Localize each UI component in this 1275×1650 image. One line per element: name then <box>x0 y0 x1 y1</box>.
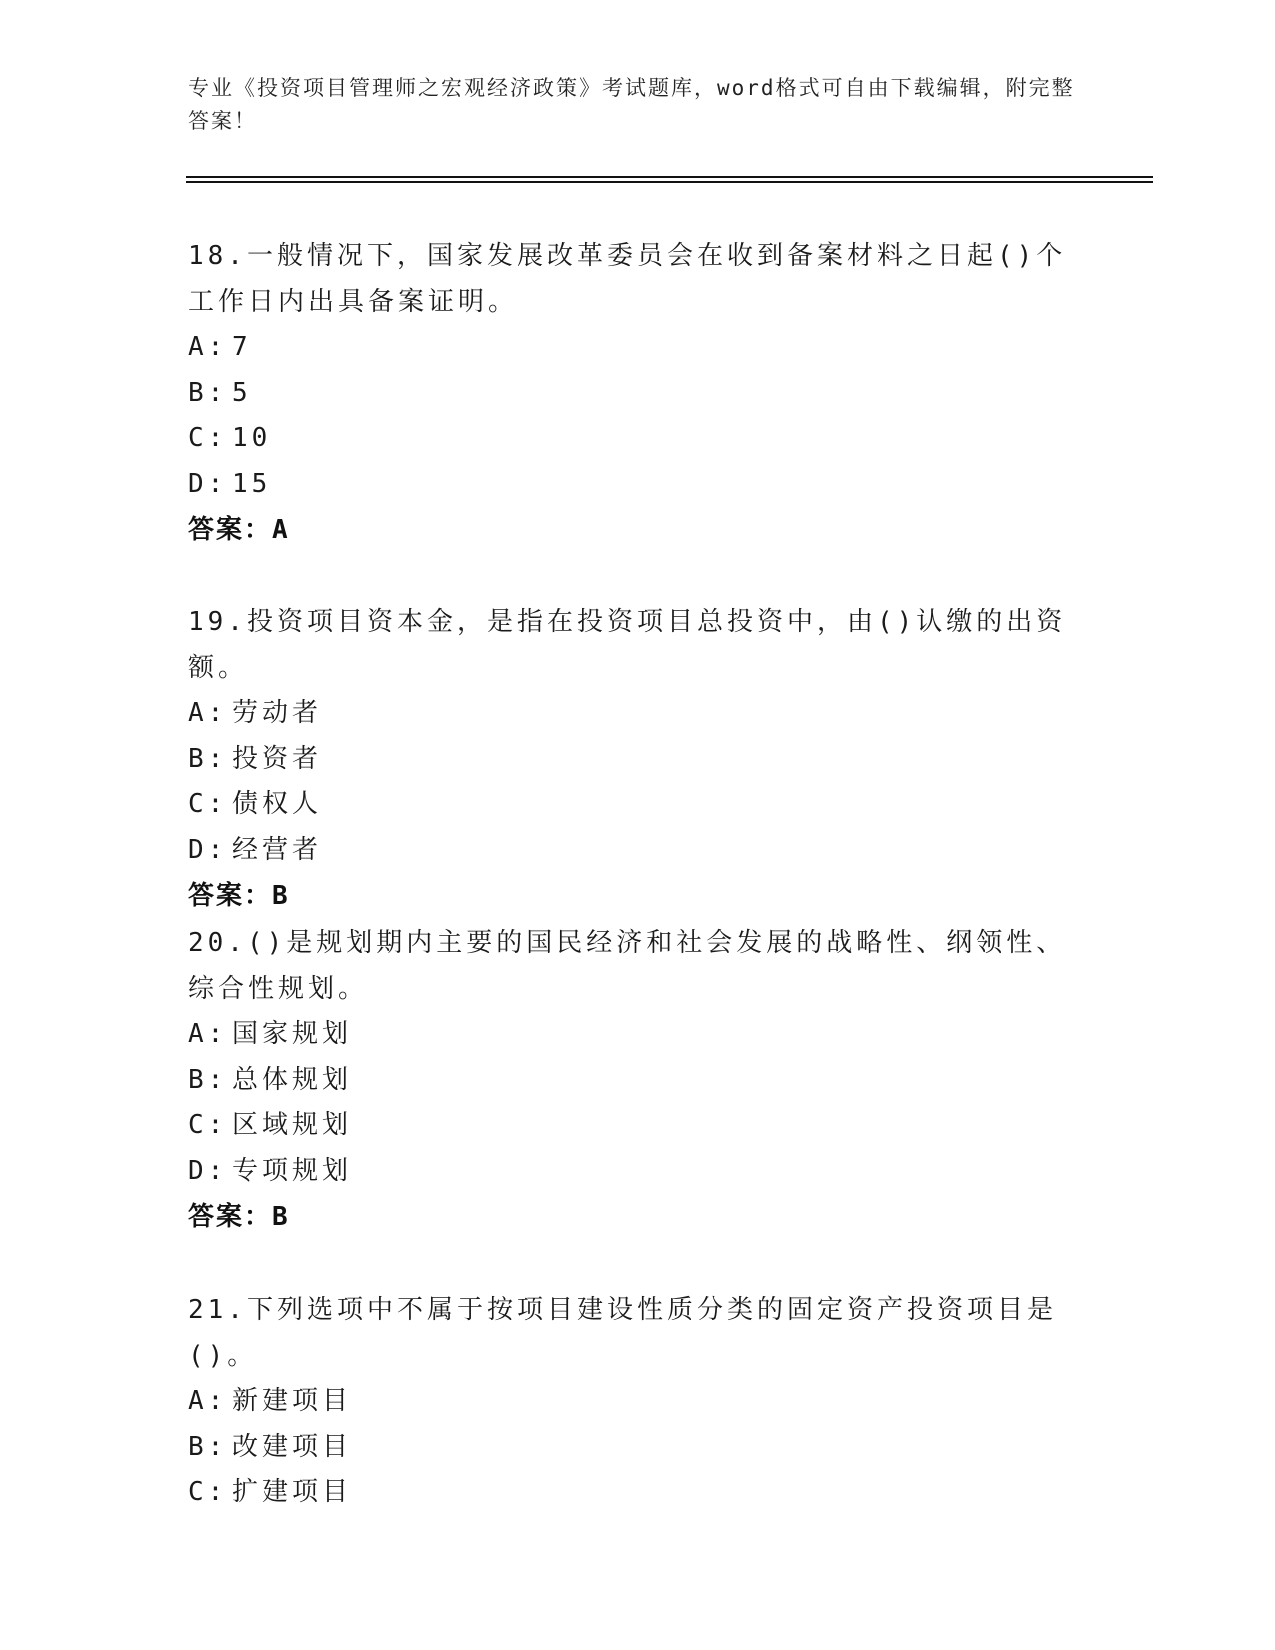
option-text: 10 <box>232 423 272 453</box>
option-letter: B: <box>188 1431 228 1462</box>
option-text: 劳动者 <box>232 698 323 728</box>
option-letter: C: <box>188 789 228 819</box>
question-stem: 21.下列选项中不属于按项目建设性质分类的固定资产投资项目是()。 <box>188 1295 1057 1371</box>
option-text: 投资者 <box>232 743 323 774</box>
question-block <box>188 233 1088 553</box>
option-item <box>188 691 1088 737</box>
option-text: 债权人 <box>232 789 323 819</box>
option-item <box>188 782 1088 828</box>
option-letter: B: <box>188 377 228 408</box>
option-text: 新建项目 <box>232 1386 353 1416</box>
option-item <box>188 325 1088 371</box>
answer-line: 答案：B <box>188 881 290 911</box>
option-letter: A: <box>188 332 228 362</box>
option-letter: C: <box>188 1110 228 1140</box>
header-divider-line <box>186 181 1153 183</box>
question-stem: 20.()是规划期内主要的国民经济和社会发展的战略性、纲领性、综合性规划。 <box>188 928 1067 1004</box>
question-block <box>188 599 1088 919</box>
answer-line: 答案：B <box>188 1202 290 1232</box>
option-item <box>188 462 1088 508</box>
option-item <box>188 1058 1088 1104</box>
option-item <box>188 1470 1088 1516</box>
option-text: 总体规划 <box>232 1064 353 1095</box>
option-text: 7 <box>232 332 252 362</box>
option-item <box>188 416 1088 462</box>
header-divider-line <box>186 176 1153 178</box>
option-letter: B: <box>188 1064 228 1095</box>
question-stem: 18.一般情况下，国家发展改革委员会在收到备案材料之日起()个工作日内出具备案证明。 <box>188 241 1067 317</box>
option-letter: D: <box>188 468 228 499</box>
option-letter: B: <box>188 743 228 774</box>
option-item <box>188 1149 1088 1195</box>
option-text: 专项规划 <box>232 1155 353 1186</box>
option-item <box>188 1103 1088 1149</box>
document-header-intro: 专业《投资项目管理师之宏观经济政策》考试题库，word格式可自由下载编辑，附完整答案！ <box>188 76 1075 133</box>
option-item <box>188 737 1088 783</box>
option-item <box>188 371 1088 417</box>
option-item <box>188 1012 1088 1058</box>
option-text: 国家规划 <box>232 1019 353 1049</box>
option-letter: C: <box>188 1477 228 1507</box>
option-text: 15 <box>232 468 272 499</box>
option-letter: A: <box>188 1019 228 1049</box>
option-item <box>188 1425 1088 1471</box>
option-letter: A: <box>188 1386 228 1416</box>
question-block <box>188 1287 1088 1516</box>
option-letter: C: <box>188 423 228 453</box>
option-letter: D: <box>188 834 228 865</box>
option-text: 扩建项目 <box>232 1477 353 1507</box>
option-item <box>188 1379 1088 1425</box>
question-block <box>188 920 1088 1240</box>
option-text: 经营者 <box>232 834 323 865</box>
option-text: 区域规划 <box>232 1110 353 1140</box>
option-text: 5 <box>232 377 252 408</box>
option-text: 改建项目 <box>232 1431 353 1462</box>
question-stem: 19.投资项目资本金，是指在投资项目总投资中，由()认缴的出资额。 <box>188 607 1067 683</box>
option-letter: A: <box>188 698 228 728</box>
option-item <box>188 828 1088 874</box>
option-letter: D: <box>188 1155 228 1186</box>
answer-line: 答案：A <box>188 515 290 545</box>
